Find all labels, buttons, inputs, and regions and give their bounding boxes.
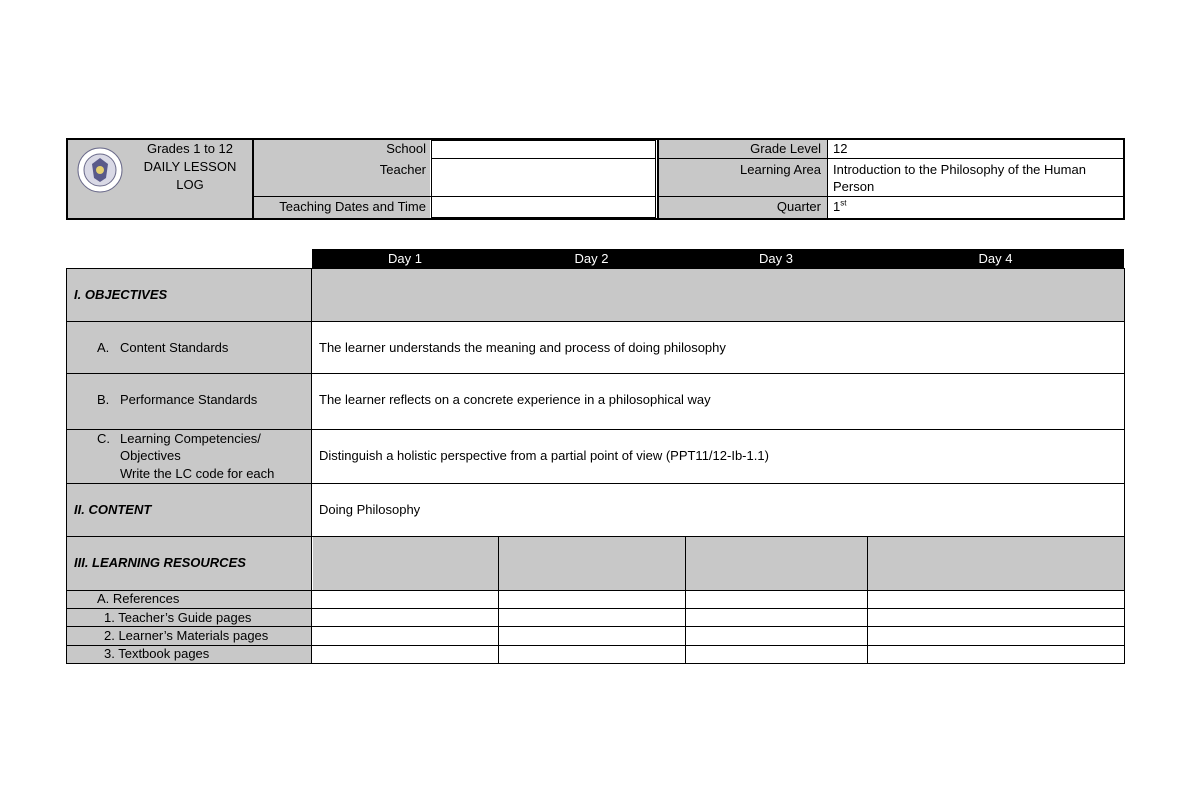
school-label: School xyxy=(386,141,426,156)
resources-day3-cell xyxy=(686,537,867,590)
day-1-header: Day 1 xyxy=(388,251,422,266)
competencies-line2: Objectives xyxy=(120,448,181,463)
content-standards-value: The learner understands the meaning and process of doing philosophy xyxy=(319,340,726,355)
grade-level-field[interactable] xyxy=(827,140,1123,159)
references-label: A. References xyxy=(97,591,180,606)
deped-seal-icon xyxy=(76,146,124,194)
quarter-number: 1 xyxy=(833,199,841,214)
resources-day1-cell xyxy=(313,537,498,590)
grades-label: Grades 1 to 12 xyxy=(147,141,233,156)
dates-field[interactable] xyxy=(431,196,656,218)
day-3-header: Day 3 xyxy=(759,251,793,266)
teachers-guide-label: 1. Teacher’s Guide pages xyxy=(104,610,252,625)
objectives-heading: I. OBJECTIVES xyxy=(74,287,168,302)
dll-title-line2: LOG xyxy=(176,177,204,192)
performance-standards-value: The learner reflects on a concrete experience in a philosophical way xyxy=(319,392,711,407)
grade-level-value: 12 xyxy=(833,141,848,156)
learners-materials-label: 2. Learner’s Materials pages xyxy=(104,628,269,643)
school-field[interactable] xyxy=(431,140,656,159)
resources-heading: III. LEARNING RESOURCES xyxy=(74,555,246,570)
objectives-cell xyxy=(312,269,1124,322)
content-standards-label: Content Standards xyxy=(120,340,229,355)
performance-standards-label: Performance Standards xyxy=(120,392,258,407)
teacher-field[interactable] xyxy=(431,158,656,197)
day-2-header: Day 2 xyxy=(574,251,609,266)
learning-area-label: Learning Area xyxy=(740,162,821,177)
content-heading: II. CONTENT xyxy=(74,502,152,517)
quarter-value xyxy=(833,199,846,215)
content-value: Doing Philosophy xyxy=(319,502,421,517)
resources-day2-cell xyxy=(499,537,685,590)
learning-area-line1: Introduction to the Philosophy of the Human xyxy=(833,162,1086,177)
quarter-label: Quarter xyxy=(776,199,821,214)
quarter-suffix: st xyxy=(840,198,847,208)
learning-area-line2: Person xyxy=(833,179,875,194)
performance-standards-letter: B. xyxy=(97,392,110,407)
competencies-letter: C. xyxy=(97,431,110,446)
dates-label: Teaching Dates and Time xyxy=(279,199,426,214)
quarter-field[interactable] xyxy=(827,196,1123,218)
dll-title-line1: DAILY LESSON xyxy=(143,159,237,174)
teacher-label: Teacher xyxy=(379,162,426,177)
competencies-value: Distinguish a holistic perspective from a partial point of view (PPT11/12-Ib-1.1) xyxy=(319,448,769,463)
competencies-line1: Learning Competencies/ xyxy=(120,431,261,446)
resources-day4-cell xyxy=(868,537,1124,590)
textbook-label: 3. Textbook pages xyxy=(104,646,210,661)
content-standards-letter: A. xyxy=(97,340,110,355)
grade-level-label: Grade Level xyxy=(750,141,821,156)
competencies-line3: Write the LC code for each xyxy=(120,466,275,481)
day-4-header: Day 4 xyxy=(978,251,1013,266)
